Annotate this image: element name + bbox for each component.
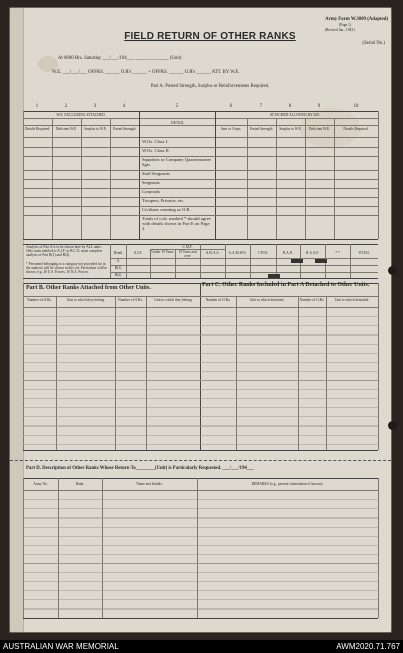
shaded-cell bbox=[315, 259, 327, 263]
row-divider bbox=[23, 147, 378, 148]
part-d-column-header: Name and Initials. bbox=[136, 482, 163, 486]
part-d-column-header: Army No. bbox=[33, 482, 48, 486]
row-divider bbox=[23, 197, 378, 198]
rank-label: Sergeants bbox=[142, 180, 160, 185]
part-d-ruled-rows bbox=[23, 491, 378, 617]
part-bc-ruled-rows bbox=[23, 308, 378, 449]
row-divider bbox=[23, 206, 378, 207]
analysis-column-header: A.I.F. bbox=[133, 251, 143, 255]
footer-accession-number: AWM2020.71.767 bbox=[336, 642, 400, 651]
perforation bbox=[10, 460, 391, 461]
form-sheet bbox=[10, 8, 391, 632]
part-c-column-divider bbox=[378, 283, 379, 450]
analysis-row-label: A bbox=[116, 259, 120, 263]
left-column-header: Details Required. bbox=[24, 127, 51, 131]
column-number: 10 bbox=[353, 104, 359, 109]
page-indicator: (Page 1) bbox=[338, 23, 352, 27]
analysis-column-header: R.A.N. bbox=[282, 251, 294, 255]
analysis-column-divider bbox=[175, 249, 176, 278]
right-column-header: Deficient W.E. bbox=[308, 127, 331, 131]
punch-hole-upper bbox=[388, 266, 397, 275]
part-b-title: Part B. Other Ranks Attached from Other Units. bbox=[26, 285, 151, 291]
analysis-note-2: * Personnel belonging to a category not provided for in the analysis will be shown in this col. Particulars will be shown, e.g. 20 U.S. Forces, 10 N.Z. Forces. bbox=[26, 262, 107, 274]
column-number: 8 bbox=[288, 104, 292, 109]
form-title: FIELD RETURN OF OTHER RANKS bbox=[124, 31, 296, 42]
analysis-column-header: A.A.M.W.S. bbox=[228, 251, 247, 255]
analysis-detail-label: Detail bbox=[113, 251, 123, 255]
right-column-header: Details Required. bbox=[343, 127, 369, 131]
analysis-column-header: A.W.A.S. bbox=[205, 251, 220, 255]
binding-strip bbox=[10, 8, 24, 632]
rank-label: Squadron or Company Quartermaster Sgts. bbox=[142, 157, 212, 167]
part-c-column-header: Number of O.Rs. bbox=[205, 298, 231, 302]
analysis-note: Analysis of Part A is to be shown here by ALL units. Only units entitled to A.I.F. or B.C.O. must complete analysis of Part B(1) and B(2). bbox=[26, 245, 103, 257]
right-column-header: Arm or Corps. bbox=[220, 127, 242, 131]
revision-date: (Revised Jan., 1943.) bbox=[324, 28, 356, 32]
column-number: 7 bbox=[259, 104, 263, 109]
part-c-column-header: Unit to which detached. bbox=[334, 298, 370, 302]
column-number: 3 bbox=[93, 104, 97, 109]
part-b-column-header: Number of O.Rs. bbox=[118, 298, 143, 302]
we-excluding-attached-header: W.E. EXCLUDING ATTACHED. bbox=[56, 113, 106, 117]
part-b-column-header: Unit to which they belong bbox=[66, 298, 105, 302]
analysis-column-header: Under 19 Years bbox=[151, 250, 174, 254]
we-line: W.E. ___/___/___ OFFRS. ______ O.R's ______ + OFFRS. ______ O.R's ______ ATT. BY W.E. bbox=[52, 70, 240, 75]
left-column-header: Posted Strength. bbox=[112, 127, 137, 131]
analysis-row-label: B(2) bbox=[114, 273, 122, 277]
part-b-column-header: Unit to which they belong bbox=[154, 298, 192, 302]
footer-credit: AUSTRALIAN WAR MEMORIAL bbox=[3, 642, 119, 651]
army-form-number: Army Form W.3009 (Adapted) bbox=[325, 17, 388, 22]
column-number: 6 bbox=[229, 104, 233, 109]
column-number: 2 bbox=[64, 104, 68, 109]
analysis-column-header: TOTAL bbox=[358, 251, 370, 255]
analysis-column-header: CIVIL bbox=[258, 251, 268, 255]
row-divider bbox=[23, 188, 378, 189]
serial-number: (Serial No.) bbox=[362, 41, 385, 46]
left-column-header: Surplus to W.E. bbox=[84, 127, 107, 131]
part-d-title: Part D. Description of Other Ranks Whose Return To________(Unit) is Particularly Requested. ___/___/194___ bbox=[26, 466, 254, 471]
analysis-column-header: 19 Years and over bbox=[178, 250, 197, 258]
shaded-cell bbox=[291, 259, 303, 263]
part-c-column-header: Unit to which detached. bbox=[249, 298, 285, 302]
cmf-header: C.M.F. bbox=[182, 245, 193, 249]
column-number: 5 bbox=[175, 104, 179, 109]
part-d-column-header: Rank. bbox=[75, 482, 85, 486]
column-number: 9 bbox=[317, 104, 321, 109]
shaded-cell bbox=[268, 274, 280, 278]
part-a-title: Part A. Posted Strength, Surplus or Reinforcements Required. bbox=[150, 84, 270, 89]
analysis-column-header: R.A.A.F. bbox=[306, 251, 319, 255]
analysis-column-header: * * bbox=[335, 251, 340, 255]
column-number: 4 bbox=[122, 104, 126, 109]
part-b-column-header: Number of O.Rs. bbox=[27, 298, 52, 302]
analysis-row-label: B(1) bbox=[114, 266, 122, 270]
right-column-header: Posted Strength. bbox=[249, 127, 274, 131]
detail-header: DETAIL bbox=[171, 121, 184, 125]
rank-label: W.Os. Class II. bbox=[142, 148, 170, 153]
row-divider bbox=[23, 179, 378, 180]
analysis-column-divider bbox=[150, 249, 151, 278]
attached-allowed-header: ATTACHED ALLOWED BY W.E. bbox=[269, 113, 321, 117]
rank-label: Staff Sergeants bbox=[142, 171, 170, 176]
rank-label: Totals of cols. marked * should agree with details shown in Part E on Page 2. bbox=[142, 216, 211, 231]
rank-label: Corporals bbox=[142, 189, 161, 194]
footer-bar bbox=[0, 640, 403, 653]
rank-label: W.Os. Class I. bbox=[142, 139, 169, 144]
column-number: 1 bbox=[35, 104, 39, 109]
punch-hole-lower bbox=[388, 421, 397, 430]
rank-label: Troopers, Privates, etc. bbox=[142, 198, 185, 203]
part-d-column-header: REMARKS (e.g., present whereabouts if known). bbox=[251, 482, 324, 486]
part-c-column-header: Number of O.Rs. bbox=[299, 298, 325, 302]
rank-label: Civilians counting as O.R. bbox=[142, 207, 191, 212]
right-column-header: Surplus to W.E. bbox=[279, 127, 302, 131]
part-c-title: Part C. Other Ranks Included in Part A Detached to Other Units. bbox=[202, 282, 370, 288]
row-divider bbox=[23, 170, 378, 171]
at-line: At 0600 Hrs. Saturday ___/___/194___ ______________ (Unit) bbox=[58, 56, 182, 61]
left-column-header: Deficient W.E. bbox=[55, 127, 78, 131]
